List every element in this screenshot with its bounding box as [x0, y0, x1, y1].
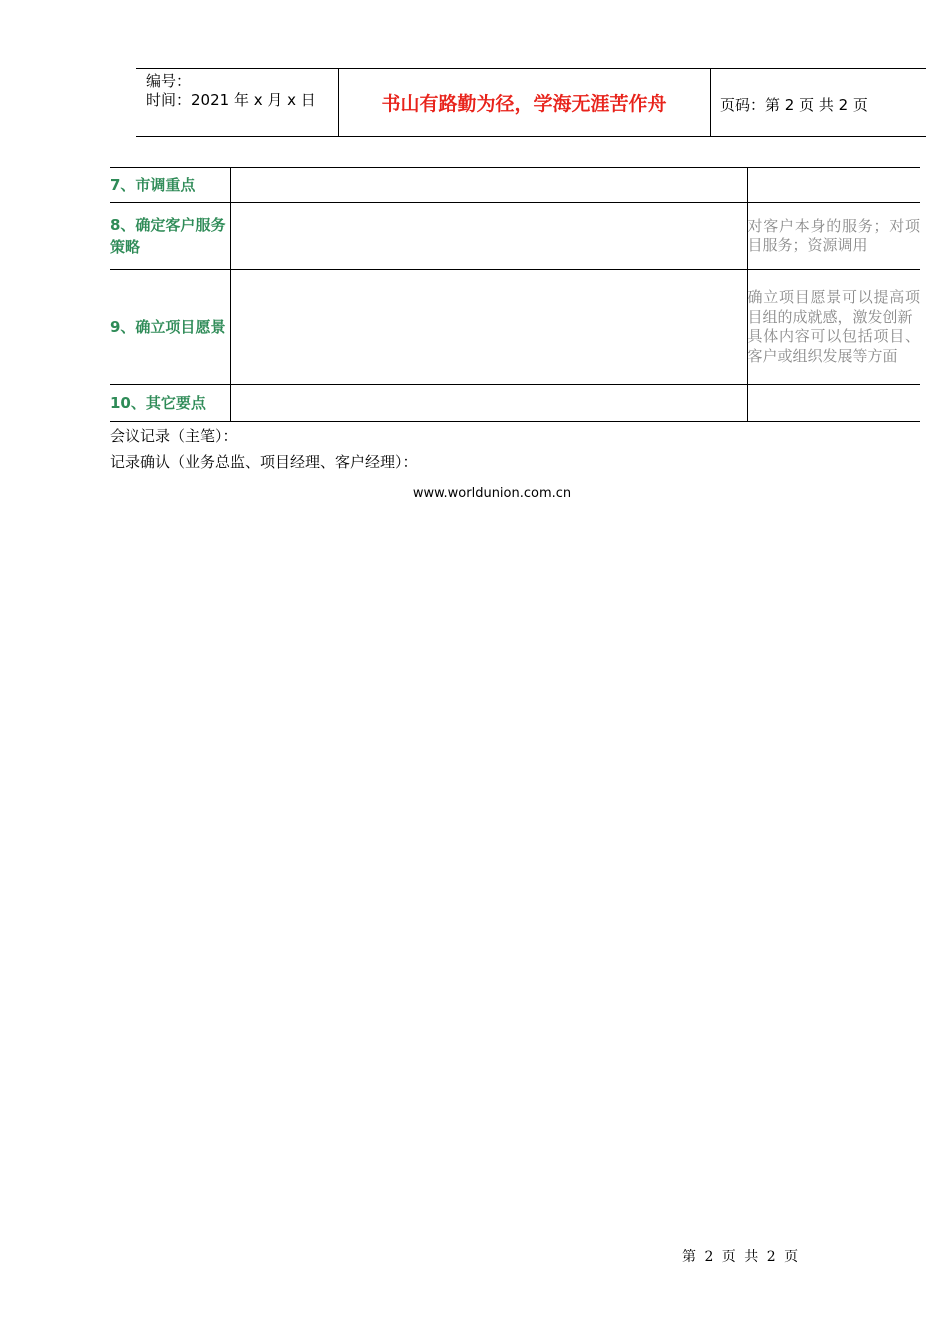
row-label: 9、确立项目愿景 — [110, 270, 230, 385]
row-note — [747, 385, 920, 422]
document-number-label: 编号： — [146, 72, 192, 90]
row-note: 对客户本身的服务；对项目服务；资源调用 — [747, 203, 920, 270]
header-meta — [146, 72, 316, 110]
meeting-table — [110, 167, 920, 422]
row-content-cell[interactable] — [230, 203, 747, 270]
row-content-cell[interactable] — [230, 385, 747, 422]
row-label: 7、市调重点 — [110, 168, 230, 203]
page-header — [136, 68, 926, 137]
row-note — [747, 270, 920, 385]
row-content-cell[interactable] — [230, 270, 747, 385]
meeting-record-label: 会议记录（主笔）： — [110, 427, 238, 445]
header-motto: 书山有路勤为径，学海无涯苦作舟 — [381, 93, 667, 115]
table-row — [110, 385, 920, 422]
row-content-cell[interactable] — [230, 168, 747, 203]
document-time: 时间：2021 年 x 月 x 日 — [146, 91, 316, 109]
row-note-line: 具体内容可以包括项目、客户或组织发展等方面 — [747, 327, 920, 365]
row-label: 10、其它要点 — [110, 385, 230, 422]
page-footer: 第 2 页 共 2 页 — [682, 1249, 801, 1265]
table-row — [110, 168, 920, 203]
row-note — [747, 168, 920, 203]
row-label: 8、确定客户服务策略 — [110, 203, 230, 270]
header-divider — [710, 69, 711, 136]
table-row — [110, 203, 920, 270]
row-note-line: 确立项目愿景可以提高项目组的成就感，激发创新 — [747, 288, 920, 326]
header-page-number: 页码：第 2 页 共 2 页 — [720, 96, 868, 114]
record-confirm-label: 记录确认（业务总监、项目经理、客户经理）： — [110, 453, 418, 471]
website-link[interactable]: www.worldunion.com.cn — [412, 486, 572, 501]
table-row — [110, 270, 920, 385]
